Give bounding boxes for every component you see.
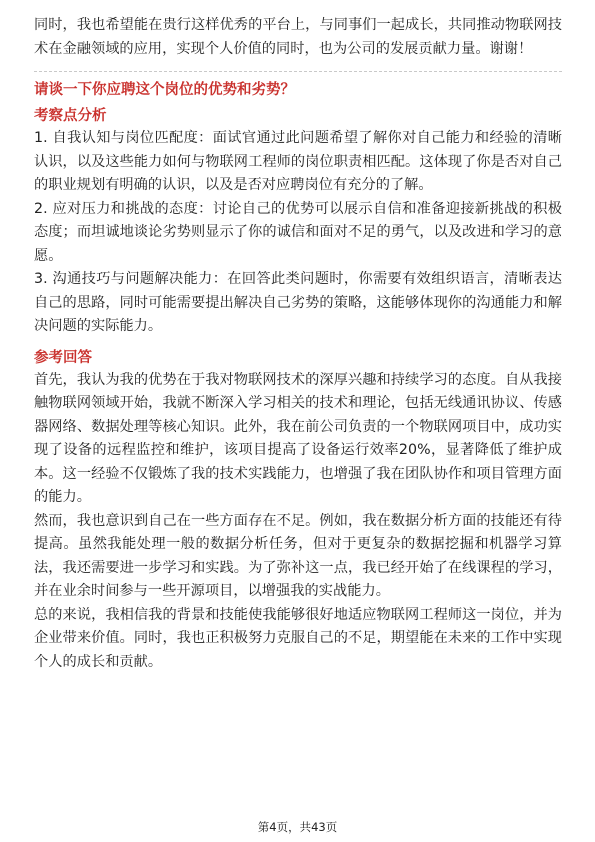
analysis-heading: 考察点分析 (34, 108, 107, 124)
answer-paragraph: 首先，我认为我的优势在于我对物联网技术的深厚兴趣和持续学习的态度。自从我接触物联网领域开始，我就不断深入学习相关的技术和理论，包括无线通讯协议、传感器网络、数据处理等核心知识。此外，我在前公司负责的一个物联网项目中，成功实现了设备的远程监控和维护，该项目提高了设备运行效率20%，显著降低了维护成本。这一经验不仅锻炼了我的技术实践能力，也增强了我在团队协作和项目管理方面的能力。 (34, 371, 562, 505)
analysis-item: 3. 沟通技巧与问题解决能力：在回答此类问题时，你需要有效组织语言，清晰表达自己的思路，同时可能需要提出解决自己劣势的策略，这能够体现你的沟通能力和解决问题的实际能力。 (34, 271, 562, 334)
analysis-item: 1. 自我认知与岗位匹配度：面试官通过此问题希望了解你对自己能力和经验的清晰认识，以及这些能力如何与物联网工程师的岗位职责相匹配。这体现了你是否对自己的职业规划有明确的认识，以及是否对应聘岗位有充分的了解。 (34, 130, 562, 193)
page-content (34, 14, 562, 674)
intro-closing-paragraph: 同时，我也希望能在贵行这样优秀的平台上，与同事们一起成长，共同推动物联网技术在金融领域的应用，实现个人价值的同时，也为公司的发展贡献力量。谢谢！ (34, 17, 562, 57)
analysis-item: 2. 应对压力和挑战的态度：讨论自己的优势可以展示自信和准备迎接新挑战的积极态度；而坦诚地谈论劣势则显示了你的诚信和面对不足的勇气，以及改进和学习的意愿。 (34, 200, 562, 264)
answer-heading: 参考回答 (34, 349, 92, 366)
page-number: 第4页，共43页 (257, 820, 338, 834)
answer-paragraph: 总的来说，我相信我的背景和技能使我能够很好地适应物联网工程师这一岗位，并为企业带来价值。同时，我也正积极努力克服自己的不足，期望能在未来的工作中实现个人的成长和贡献。 (34, 606, 562, 670)
section-divider (34, 71, 562, 72)
answer-paragraph: 然而，我也意识到自己在一些方面存在不足。例如，我在数据分析方面的技能还有待提高。虽然我能处理一般的数据分析任务，但对于更复杂的数据挖掘和机器学习算法，我还需要进一步学习和实践。为了弥补这一点，我已经开始了在线课程的学习，并在业余时间参与一些开源项目，以增强我的实战能力。 (34, 512, 562, 599)
question-heading: 请谈一下你应聘这个岗位的优势和劣势？ (34, 82, 295, 98)
